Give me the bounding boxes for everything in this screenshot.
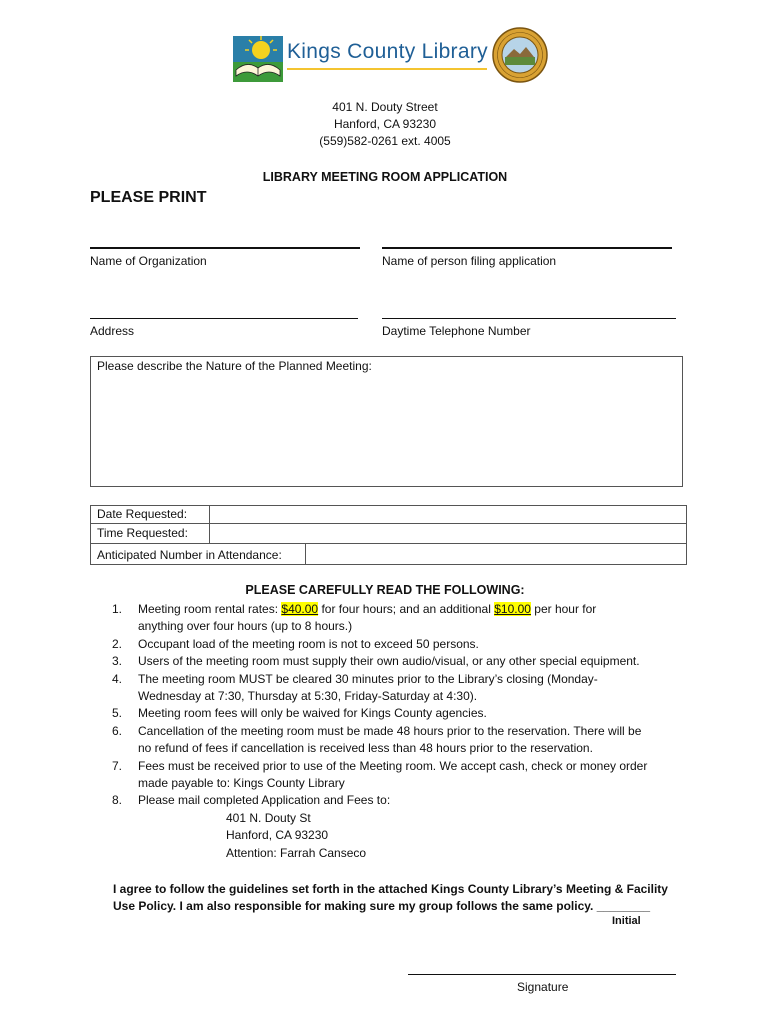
rule-item-2 — [112, 636, 702, 653]
form-title: LIBRARY MEETING ROOM APPLICATION — [262, 170, 508, 184]
library-logo-icon — [233, 36, 283, 82]
time-input-cell[interactable] — [209, 524, 686, 543]
address-phone: (559)582-0261 ext. 4005 — [319, 134, 451, 148]
rule-number: 4. — [112, 671, 123, 686]
meeting-nature-box[interactable] — [90, 356, 683, 487]
organization-label: Name of Organization — [90, 254, 207, 268]
rule-number: 5. — [112, 706, 123, 721]
rule-text: Wednesday at 7:30, Thursday at 5:30, Friday-Saturday at 4:30). — [138, 689, 478, 704]
address-line[interactable] — [90, 318, 358, 319]
rule-text: per hour for — [530, 602, 597, 616]
agreement-line-2: Use Policy. I am also responsible for making sure my group follows the same policy. ________ — [113, 899, 651, 914]
time-row — [90, 523, 687, 544]
mail-city: Hanford, CA 93230 — [226, 828, 329, 843]
attendance-input-cell[interactable] — [305, 544, 686, 564]
rule-number: 1. — [112, 602, 123, 616]
rule-text: made payable to: Kings County Library — [138, 776, 345, 791]
rule-text: Occupant load of the meeting room is not to exceed 50 persons. — [138, 636, 479, 651]
rule-text: Please mail completed Application and Fees to: — [138, 793, 391, 808]
please-print-heading: PLEASE PRINT — [90, 189, 207, 206]
rule-text: anything over four hours (up to 8 hours.) — [138, 619, 353, 634]
rule-item-6 — [112, 723, 702, 758]
mail-street: 401 N. Douty St — [226, 811, 311, 825]
initial-label: Initial — [612, 915, 641, 927]
rules-heading: PLEASE CAREFULLY READ THE FOLLOWING: — [245, 583, 525, 597]
rule-text: The meeting room MUST be cleared 30 minutes prior to the Library’s closing (Monday- — [138, 671, 598, 686]
rule-item-4 — [112, 671, 702, 706]
rule-number: 6. — [112, 723, 123, 738]
rule-number: 3. — [112, 654, 123, 669]
library-address — [285, 99, 485, 150]
signature-line[interactable] — [408, 974, 676, 975]
rule-text: no refund of fees if cancellation is received less than 48 hours prior to the reservation. — [138, 741, 593, 756]
attendance-label: Anticipated Number in Attendance: — [97, 548, 282, 562]
phone-label: Daytime Telephone Number — [382, 324, 531, 338]
rule-text: Meeting room rental rates: — [138, 602, 282, 616]
rule-text: Cancellation of the meeting room must be made 48 hours prior to the reservation. There will be — [138, 723, 642, 738]
county-seal-icon — [492, 27, 548, 83]
logo-underline — [287, 68, 487, 70]
rule-number: 8. — [112, 793, 123, 808]
rule-item-7 — [112, 758, 702, 793]
rules-list — [112, 601, 702, 810]
phone-line[interactable] — [382, 318, 676, 319]
rule-item-8 — [112, 792, 702, 809]
address-street: 401 N. Douty Street — [332, 100, 438, 114]
rate-additional-hour: $10.00 — [494, 602, 531, 616]
rule-text: for four hours; and an additional — [318, 602, 495, 616]
organization-line[interactable] — [90, 247, 360, 249]
attendance-row — [90, 543, 687, 565]
mailing-address — [226, 810, 366, 862]
rule-number: 7. — [112, 758, 123, 773]
time-label: Time Requested: — [97, 526, 188, 540]
filer-line[interactable] — [382, 247, 672, 249]
agreement-text — [113, 881, 668, 916]
date-input-cell[interactable] — [209, 506, 686, 523]
rule-text: Meeting room fees will only be waived for Kings County agencies. — [138, 706, 487, 721]
rate-four-hours: $40.00 — [281, 602, 319, 616]
rule-item-5 — [112, 705, 702, 722]
agreement-line-1: I agree to follow the guidelines set forth in the attached Kings County Library’s Meeting & Facility — [113, 882, 668, 896]
rule-item-3 — [112, 653, 702, 670]
signature-label: Signature — [517, 980, 569, 994]
filer-label: Name of person filing application — [382, 254, 557, 268]
meeting-nature-label: Please describe the Nature of the Planned Meeting: — [97, 359, 372, 373]
date-label: Date Requested: — [97, 507, 188, 521]
address-label: Address — [90, 324, 135, 338]
date-row — [90, 505, 687, 524]
mail-attention: Attention: Farrah Canseco — [226, 845, 367, 860]
library-name: Kings County Library — [287, 40, 488, 63]
rule-text: Fees must be received prior to use of the Meeting room. We accept cash, check or money order — [138, 758, 648, 773]
rule-item-1 — [112, 601, 702, 636]
address-city: Hanford, CA 93230 — [333, 117, 437, 131]
rule-text: Users of the meeting room must supply their own audio/visual, or any other special equipment. — [138, 654, 640, 669]
rule-number: 2. — [112, 636, 123, 651]
